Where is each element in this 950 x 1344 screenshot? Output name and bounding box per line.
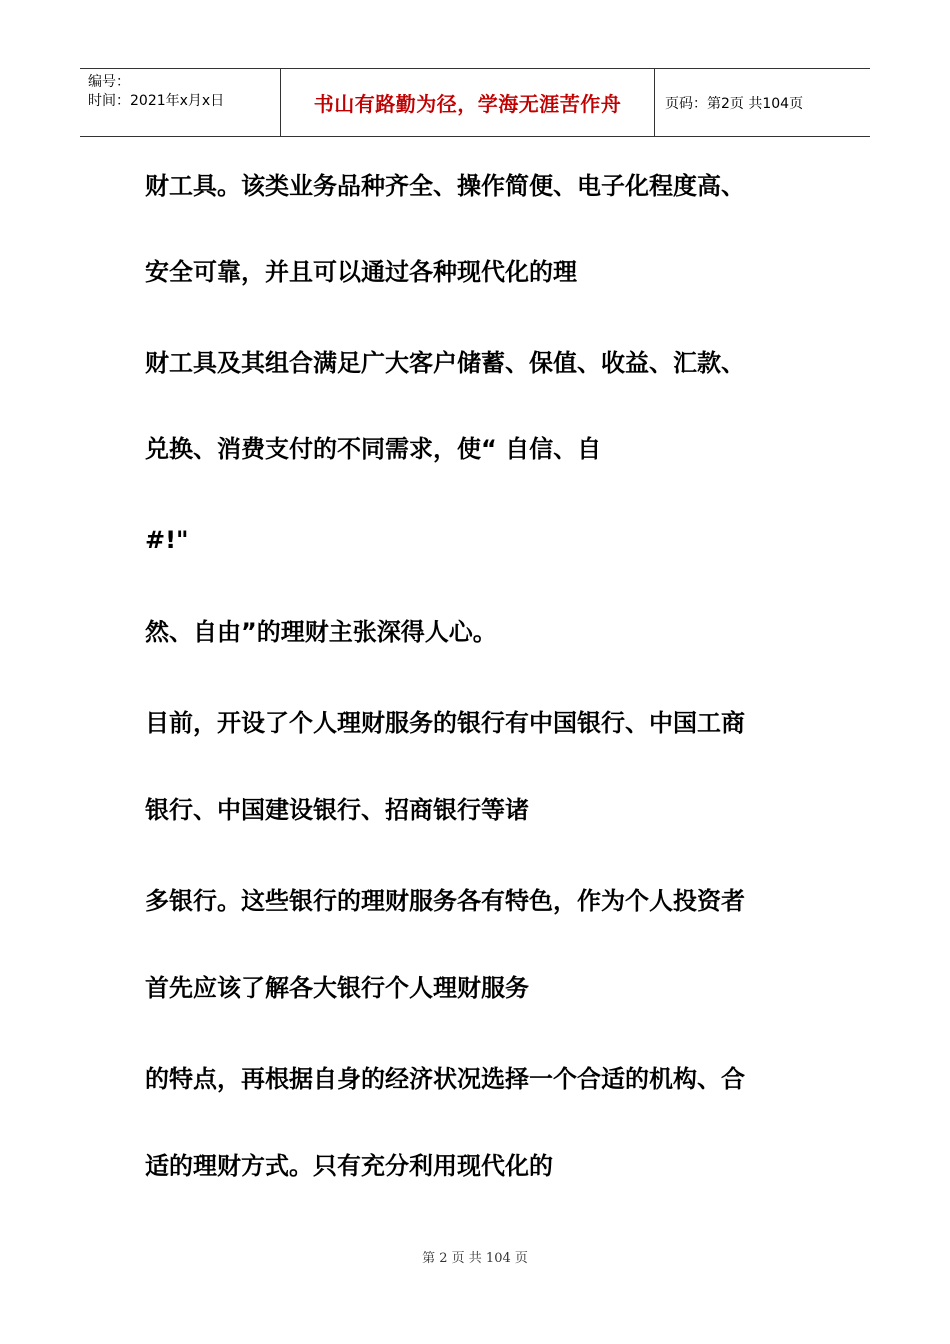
- body-line: 兑换、消费支付的不同需求，使“ 自信、自: [145, 435, 602, 463]
- body-line: 的特点，再根据自身的经济状况选择一个合适的机构、合: [145, 1065, 745, 1093]
- body-line: 多银行。这些银行的理财服务各有特色，作为个人投资者: [145, 887, 745, 915]
- body-line: 首先应该了解各大银行个人理财服务: [145, 974, 529, 1002]
- body-line: 财工具及其组合满足广大客户储蓄、保值、收益、汇款、: [145, 349, 745, 377]
- body-line: 然、自由”的理财主张深得人心。: [145, 618, 497, 646]
- document-number: 编号：: [88, 74, 130, 90]
- body-line: 安全可靠，并且可以通过各种现代化的理: [145, 258, 577, 286]
- body-line: 银行、中国建设银行、招商银行等诸: [145, 796, 529, 824]
- body-line: 财工具。该类业务品种齐全、操作简便、电子化程度高、: [145, 172, 745, 200]
- body-line: 适的理财方式。只有充分利用现代化的: [145, 1152, 553, 1180]
- document-date: 时间：2021年x月x日: [88, 93, 225, 109]
- body-line: 目前，开设了个人理财服务的银行有中国银行、中国工商: [145, 709, 745, 737]
- page-footer: 第 2 页 共 104 页: [422, 1251, 528, 1266]
- header-page-info: 页码：第2页 共104页: [665, 95, 804, 112]
- header-meta: [80, 69, 281, 136]
- page-header: [80, 68, 870, 137]
- header-motto: 书山有路勤为径，学海无涯苦作舟: [281, 69, 655, 136]
- body-line: #!": [145, 526, 189, 554]
